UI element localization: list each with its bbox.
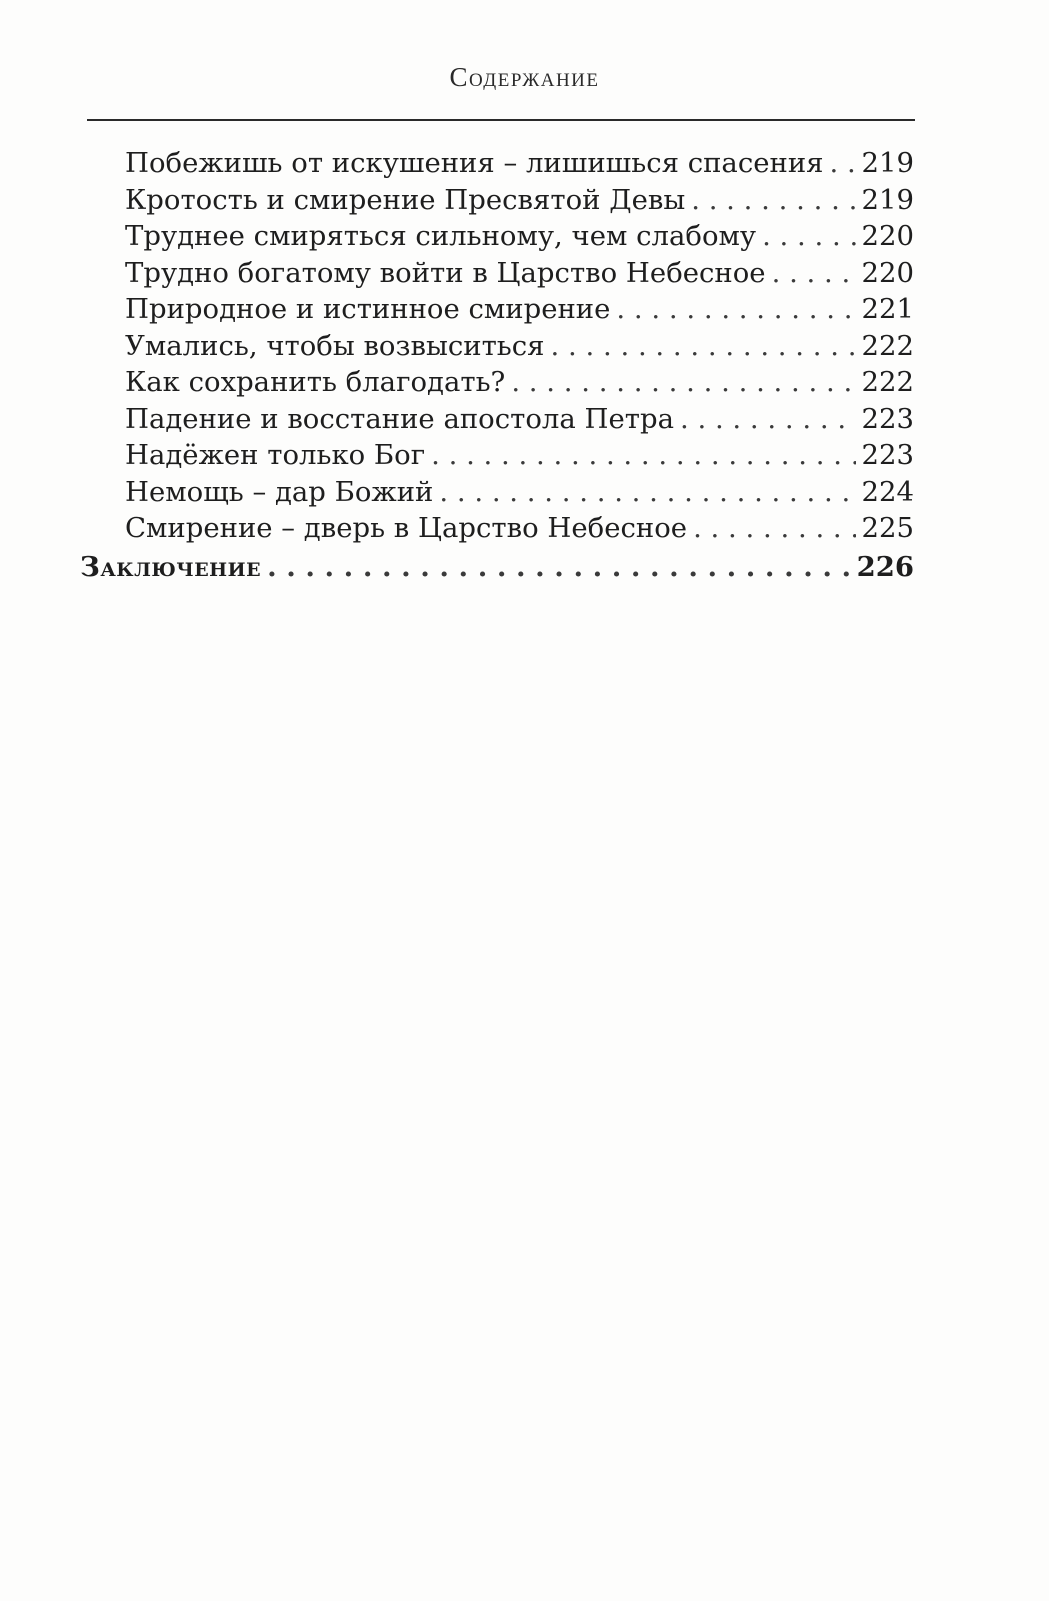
toc-entry-page: 224 [861,475,914,508]
toc-entry[interactable] [80,437,914,474]
table-of-contents [80,145,914,585]
toc-entry-title: Природное и истинное смирение [125,293,611,325]
dot-leader [680,401,856,438]
toc-entry-page: 225 [861,512,914,544]
toc-entry-title: Как сохранить благодать? [125,366,506,398]
toc-entry-page: 223 [861,439,914,471]
running-header: Содержание [449,62,600,92]
toc-entry-page: 219 [861,147,914,179]
toc-entry-page: 220 [861,220,914,252]
toc-entry-page: 223 [861,402,914,435]
toc-entry-title: Трудно богатому войти в Царство Небесное [125,256,766,289]
toc-entry-page: 221 [861,293,914,325]
toc-entry-page: 220 [861,256,914,289]
dot-leader [762,218,855,255]
toc-entry-page: 222 [861,329,914,362]
toc-entry[interactable] [80,291,914,328]
toc-entry-page: 222 [861,366,914,398]
toc-entry[interactable] [80,401,914,438]
dot-leader [693,510,855,547]
dot-leader [830,145,856,182]
header-rule [87,119,915,121]
dot-leader [431,437,855,474]
toc-entry-page: 219 [861,183,914,216]
toc-entry[interactable] [80,218,914,255]
toc-entry[interactable] [80,510,914,547]
dot-leader [772,255,856,292]
dot-leader [691,182,855,219]
toc-entry-title: Падение и восстание апостола Петра [125,402,674,435]
toc-entry-title: Побежишь от искушения – лишишься спасения [125,147,824,179]
toc-entry-title: Немощь – дар Божий [125,475,434,508]
dot-leader [511,364,855,401]
toc-entry[interactable] [80,474,914,511]
toc-entry[interactable] [80,182,914,219]
dot-leader [439,474,855,511]
toc-entry-title: Надёжен только Бог [125,439,426,471]
dot-leader [551,328,856,365]
toc-conclusion-title: Заключение [80,550,262,583]
toc-entry[interactable] [80,145,914,182]
toc-entry-title: Труднее смиряться сильному, чем слабому [125,220,757,252]
toc-entry[interactable] [80,364,914,401]
toc-conclusion-page: 226 [856,550,914,583]
toc-entry[interactable] [80,328,914,365]
toc-entry-title: Умались, чтобы возвыситься [125,329,545,362]
toc-entry-title: Кротость и смирение Пресвятой Девы [125,183,686,216]
dot-leader [616,291,855,328]
toc-entry-title: Смирение – дверь в Царство Небесное [125,512,688,544]
toc-conclusion-entry[interactable] [80,549,914,586]
dot-leader [267,549,851,586]
toc-entry[interactable] [80,255,914,292]
